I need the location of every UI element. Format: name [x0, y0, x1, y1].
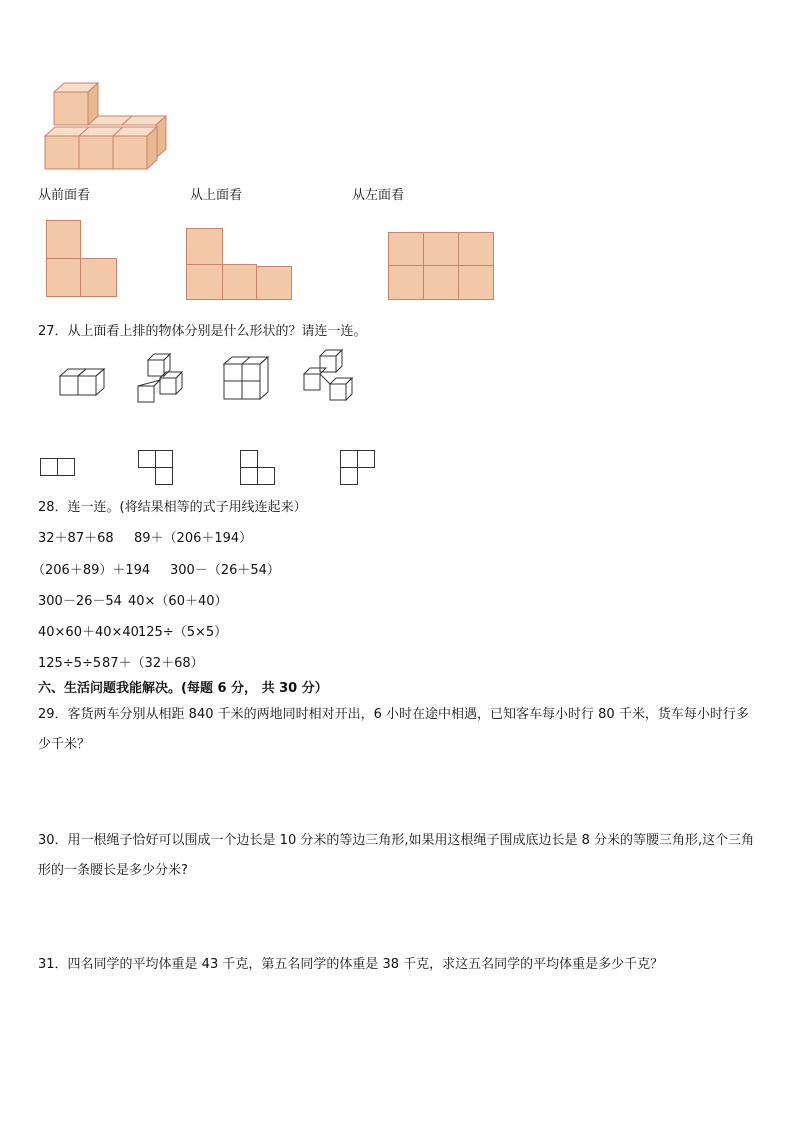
label-left-view: 从左面看: [352, 188, 405, 203]
section-6-title: 六、生活问题我能解决。(每题 6 分， 共 30 分）: [38, 681, 328, 696]
q27-object-4: [300, 348, 356, 402]
q27-shape-b: [138, 450, 174, 486]
top-view-figure: [186, 228, 294, 302]
question-28-title: 28．连一连。(将结果相等的式子用线连起来）: [38, 500, 307, 515]
left-view-figure: [388, 232, 496, 302]
q27-object-1: [56, 362, 106, 402]
expr-left-1: 32＋87＋68: [38, 531, 114, 546]
expr-right-1: 89＋（206＋194）: [134, 531, 253, 546]
cube-stack-figure: [40, 80, 180, 180]
expr-right-2: 300－（26＋54）: [170, 563, 280, 578]
question-30: 30．用一根绳子恰好可以围成一个边长是 10 分米的等边三角形,如果用这根绳子围成底边长是 8 分米的等腰三角形,这个三角形的一条腰长是多少分米?: [38, 833, 755, 878]
q27-shape-d: [340, 450, 376, 486]
expr-right-5: 87＋（32＋68）: [102, 656, 204, 671]
front-view-figure: [46, 220, 118, 300]
expr-left-5: 125÷5÷5: [38, 656, 102, 671]
expr-left-2: （206＋89）＋194: [32, 563, 151, 578]
expr-right-4: 125÷（5×5）: [138, 625, 228, 640]
expr-left-4: 40×60＋40×40: [38, 625, 139, 640]
q27-shape-c: [240, 450, 276, 486]
label-front-view: 从前面看: [38, 188, 91, 203]
question-29: 29．客货两车分别从相距 840 千米的两地同时相对开出，6 小时在途中相遇，已知客车每小时行 80 千米，货车每小时行多少千米？: [38, 707, 749, 752]
question-27: 27．从上面看上排的物体分别是什么形状的？请连一连。: [38, 324, 367, 339]
q27-object-2: [136, 352, 188, 404]
expr-left-3: 300－26－54: [38, 594, 122, 609]
question-31: 31．四名同学的平均体重是 43 千克，第五名同学的体重是 38 千克，求这五名同学的平均体重是多少千克？: [38, 957, 664, 972]
expr-right-3: 40×（60＋40）: [128, 594, 228, 609]
label-top-view: 从上面看: [190, 188, 243, 203]
q27-object-3: [222, 354, 270, 402]
q27-shape-a: [40, 458, 76, 478]
